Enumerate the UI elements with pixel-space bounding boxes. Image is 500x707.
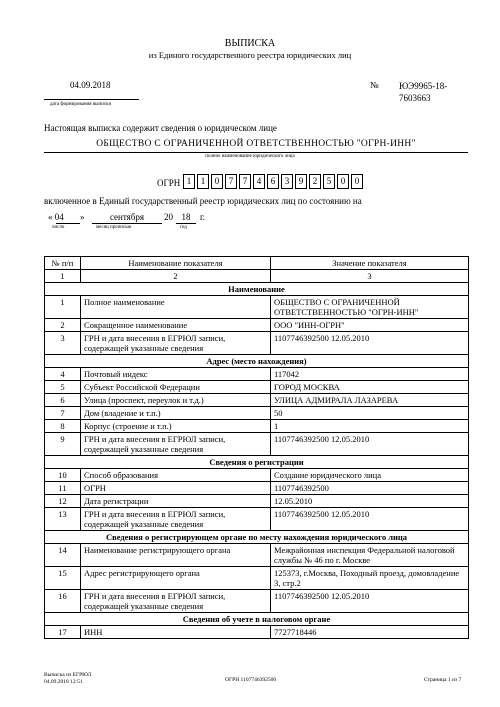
row-number: 12 xyxy=(45,495,81,508)
indicator-value: Создание юридического лица xyxy=(271,469,469,482)
row-number: 9 xyxy=(45,433,81,456)
table-row xyxy=(45,626,469,639)
row-number: 16 xyxy=(45,590,81,613)
indicator-name: Дом (владение и т.п.) xyxy=(81,407,271,420)
indicator-value: ГОРОД МОСКВА xyxy=(271,381,469,394)
date-month: сентября xyxy=(109,212,145,222)
section-row xyxy=(45,531,469,544)
organization-underline xyxy=(44,152,468,153)
number-sign: № xyxy=(370,80,379,90)
ogrn-digit-box: 7 xyxy=(239,174,251,189)
header-indicator-name: Наименование показателя xyxy=(81,257,271,270)
table-row xyxy=(45,567,469,590)
document-subtitle: из Единого государственного реестра юридических лиц xyxy=(148,50,352,60)
footer-doc-name: Выписка из ЕГРЮЛ xyxy=(44,672,92,678)
row-number: 11 xyxy=(45,482,81,495)
row-number: 3 xyxy=(45,332,81,355)
row-number: 14 xyxy=(45,544,81,567)
section-row xyxy=(45,283,469,296)
indicator-name: ОГРН xyxy=(81,482,271,495)
indicator-name: Дата регистрации xyxy=(81,495,271,508)
indicator-name: Сокращенное наименование xyxy=(81,319,271,332)
table-row xyxy=(45,433,469,456)
section-title: Наименование xyxy=(45,283,469,296)
year-underline xyxy=(176,223,196,224)
header-number: № п/п xyxy=(45,257,81,270)
ogrn-digit-box: 9 xyxy=(295,174,307,189)
section-title: Сведения о регистрирующем органе по месту нахождения юридического лица xyxy=(45,531,469,544)
ogrn-digit-box: 4 xyxy=(253,174,265,189)
day-caption: число xyxy=(52,225,65,230)
ogrn-digit-box: 5 xyxy=(323,174,335,189)
indicator-name: Корпус (строение и т.п.) xyxy=(81,420,271,433)
indicator-name: ГРН и дата внесения в ЕГРЮЛ записи, содержащей указанные сведения xyxy=(81,433,271,456)
indicator-value: 1107746392500 12.05.2010 xyxy=(271,590,469,613)
table-row xyxy=(45,420,469,433)
row-number: 5 xyxy=(45,381,81,394)
section-title: Сведения о регистрации xyxy=(45,456,469,469)
date-day xyxy=(48,212,64,222)
row-number: 8 xyxy=(45,420,81,433)
organization-caption: полное наименование юридического лица xyxy=(205,154,295,159)
row-number: 2 xyxy=(45,319,81,332)
indicator-value: 1107746392500 xyxy=(271,482,469,495)
close-quote: » xyxy=(80,212,85,222)
table-row xyxy=(45,296,469,319)
table-index-row xyxy=(45,270,469,283)
ogrn-digit-box: 1 xyxy=(197,174,209,189)
row-number: 13 xyxy=(45,508,81,531)
table-row xyxy=(45,368,469,381)
indicator-name: Почтовый индекс xyxy=(81,368,271,381)
row-number: 6 xyxy=(45,394,81,407)
inclusion-text: включенное в Единый государственный реестр юридических лиц по состоянию на xyxy=(44,196,362,206)
indicator-value: 50 xyxy=(271,407,469,420)
extract-number: ЮЭ9965-18-7603663 xyxy=(399,81,448,103)
year-prefix: 20 xyxy=(164,212,173,222)
index-col-3: 3 xyxy=(271,270,469,283)
table-row xyxy=(45,469,469,482)
day-value: 04 xyxy=(54,212,64,222)
row-number: 1 xyxy=(45,296,81,319)
ogrn-digit-box: 0 xyxy=(211,174,223,189)
ogrn-digit-box: 6 xyxy=(267,174,279,189)
table-row xyxy=(45,394,469,407)
open-quote: « xyxy=(48,212,53,222)
ogrn-digit-box: 3 xyxy=(281,174,293,189)
indicator-name: ИНН xyxy=(81,626,271,639)
indicator-name: ГРН и дата внесения в ЕГРЮЛ записи, содержащей указанные сведения xyxy=(81,508,271,531)
ogrn-digit-box: 0 xyxy=(351,174,363,189)
ogrn-label: ОГРН xyxy=(157,178,181,188)
extract-table xyxy=(44,256,469,639)
indicator-value: 125373, г.Москва, Походный проезд, домовладение 3, стр.2 xyxy=(271,567,469,590)
table-row xyxy=(45,332,469,355)
indicator-value: Межрайонная инспекция Федеральной налоговой службы № 46 по г. Москве xyxy=(271,544,469,567)
table-row xyxy=(45,508,469,531)
formation-date-caption: дата формирования выписки xyxy=(50,102,112,107)
indicator-name: Адрес регистрирующего органа xyxy=(81,567,271,590)
year-suffix: г. xyxy=(200,212,205,222)
indicator-name: ГРН и дата внесения в ЕГРЮЛ записи, содержащей указанные сведения xyxy=(81,332,271,355)
table-row xyxy=(45,381,469,394)
indicator-value: ОБЩЕСТВО С ОГРАНИЧЕННОЙ ОТВЕТСТВЕННОСТЬЮ "ОГРН-ИНН" xyxy=(271,296,469,319)
footer-left xyxy=(44,672,91,686)
section-title: Адрес (место нахождения) xyxy=(45,355,469,368)
footer-ogrn: ОГРН 1107746392500 xyxy=(225,677,277,683)
year-caption: год xyxy=(180,225,187,230)
section-row xyxy=(45,456,469,469)
day-underline xyxy=(56,223,80,224)
indicator-value: УЛИЦА АДМИРАЛА ЛАЗАРЕВА xyxy=(271,394,469,407)
ogrn-digit-boxes xyxy=(183,174,365,189)
indicator-value: 7727718446 xyxy=(271,626,469,639)
table-row xyxy=(45,319,469,332)
indicator-name: ГРН и дата внесения в ЕГРЮЛ записи, содержащей указанные сведения xyxy=(81,590,271,613)
table-body xyxy=(45,283,469,639)
ogrn-digit-box: 1 xyxy=(183,174,195,189)
row-number: 7 xyxy=(45,407,81,420)
indicator-name: Способ образования xyxy=(81,469,271,482)
index-col-1: 1 xyxy=(45,270,81,283)
table-header-row xyxy=(45,257,469,270)
organization-name: ОБЩЕСТВО С ОГРАНИЧЕННОЙ ОТВЕТСТВЕННОСТЬЮ "ОГРН-ИНН" xyxy=(96,139,416,149)
indicator-value: 1 xyxy=(271,420,469,433)
date-year: 18 xyxy=(181,212,191,222)
footer-timestamp: 04.09.2018 12:51 xyxy=(44,679,83,685)
table-row xyxy=(45,495,469,508)
indicator-value: 117042 xyxy=(271,368,469,381)
section-title: Сведения об учете в налоговом органе xyxy=(45,613,469,626)
date-underline xyxy=(44,99,139,100)
ogrn-digit-box: 7 xyxy=(225,174,237,189)
table-row xyxy=(45,482,469,495)
month-caption: месяц прописью xyxy=(96,225,132,230)
table-row xyxy=(45,544,469,567)
row-number: 17 xyxy=(45,626,81,639)
indicator-value: 1107746392500 12.05.2010 xyxy=(271,332,469,355)
indicator-value: ООО "ИНН-ОГРН" xyxy=(271,319,469,332)
indicator-name: Субъект Российской Федерации xyxy=(81,381,271,394)
row-number: 15 xyxy=(45,567,81,590)
footer-page-number: Страница 1 из 7 xyxy=(424,677,462,683)
document-title: ВЫПИСКА xyxy=(224,38,276,49)
index-col-2: 2 xyxy=(81,270,271,283)
indicator-name: Наименование регистрирующего органа xyxy=(81,544,271,567)
row-number: 10 xyxy=(45,469,81,482)
indicator-value: 1107746392500 12.05.2010 xyxy=(271,508,469,531)
indicator-value: 1107746392500 12.05.2010 xyxy=(271,433,469,456)
section-row xyxy=(45,355,469,368)
indicator-value: 12.05.2010 xyxy=(271,495,469,508)
intro-text: Настоящая выписка содержит сведения о юридическом лице xyxy=(44,123,277,133)
month-underline xyxy=(92,223,162,224)
ogrn-digit-box: 0 xyxy=(337,174,349,189)
formation-date: 04.09.2018 xyxy=(70,80,111,90)
row-number: 4 xyxy=(45,368,81,381)
section-row xyxy=(45,613,469,626)
header-indicator-value: Значение показателя xyxy=(271,257,469,270)
indicator-name: Улица (проспект, переулок и т.д.) xyxy=(81,394,271,407)
ogrn-digit-box: 2 xyxy=(309,174,321,189)
table-row xyxy=(45,407,469,420)
table-row xyxy=(45,590,469,613)
indicator-name: Полное наименование xyxy=(81,296,271,319)
